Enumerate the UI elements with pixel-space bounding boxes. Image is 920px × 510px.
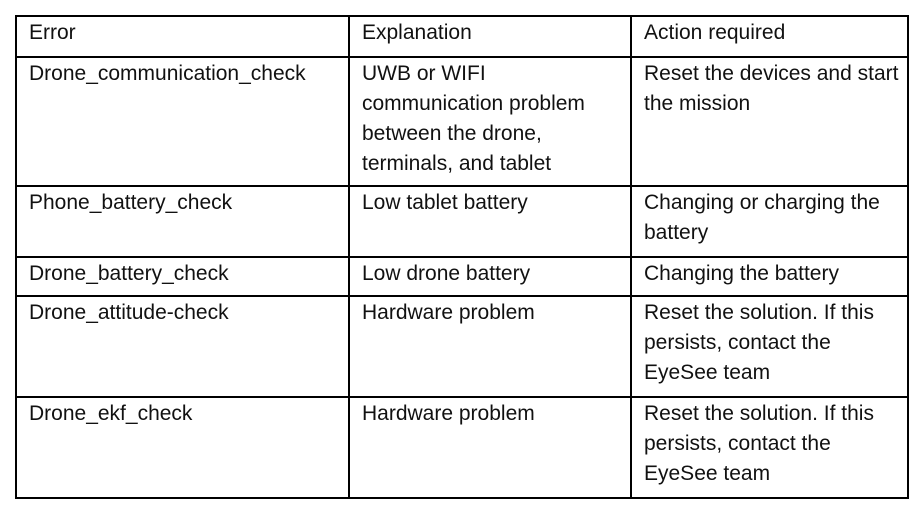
error-code: Drone_attitude-check xyxy=(29,301,229,324)
action-cell xyxy=(631,57,908,186)
error-cell xyxy=(16,57,349,186)
action-text: Changing the battery xyxy=(644,262,839,285)
table-row xyxy=(16,296,908,397)
action-cell xyxy=(631,257,908,296)
error-cell xyxy=(16,397,349,498)
explanation-cell xyxy=(349,296,631,397)
explanation-text: UWB or WIFI communication problem between the drone, terminals, and tablet xyxy=(362,62,585,175)
explanation-cell xyxy=(349,397,631,498)
error-cell xyxy=(16,257,349,296)
action-text: Reset the solution. If this persists, contact the EyeSee team xyxy=(644,301,874,384)
header-cell-error xyxy=(16,16,349,57)
action-cell xyxy=(631,397,908,498)
explanation-text: Hardware problem xyxy=(362,402,535,425)
action-cell xyxy=(631,186,908,257)
action-text: Reset the devices and start the mission xyxy=(644,62,899,115)
header-cell-explanation xyxy=(349,16,631,57)
explanation-text: Low drone battery xyxy=(362,262,531,285)
error-code: Drone_battery_check xyxy=(29,262,229,285)
action-text: Changing or charging the battery xyxy=(644,191,880,244)
explanation-cell xyxy=(349,257,631,296)
explanation-cell xyxy=(349,186,631,257)
table-row xyxy=(16,257,908,296)
header-label-error: Error xyxy=(29,21,76,44)
table-row xyxy=(16,397,908,498)
error-code: Drone_communication_check xyxy=(29,62,306,85)
header-label-action: Action required xyxy=(644,21,786,44)
table-header-row xyxy=(16,16,908,57)
error-code: Phone_battery_check xyxy=(29,191,233,214)
explanation-text: Low tablet battery xyxy=(362,191,528,214)
table-row xyxy=(16,186,908,257)
table-row xyxy=(16,57,908,186)
header-label-explanation: Explanation xyxy=(362,21,472,44)
explanation-cell xyxy=(349,57,631,186)
error-cell xyxy=(16,186,349,257)
action-cell xyxy=(631,296,908,397)
action-text: Reset the solution. If this persists, contact the EyeSee team xyxy=(644,402,874,485)
error-cell xyxy=(16,296,349,397)
header-cell-action xyxy=(631,16,908,57)
error-code: Drone_ekf_check xyxy=(29,402,193,425)
error-table xyxy=(15,15,909,499)
explanation-text: Hardware problem xyxy=(362,301,535,324)
